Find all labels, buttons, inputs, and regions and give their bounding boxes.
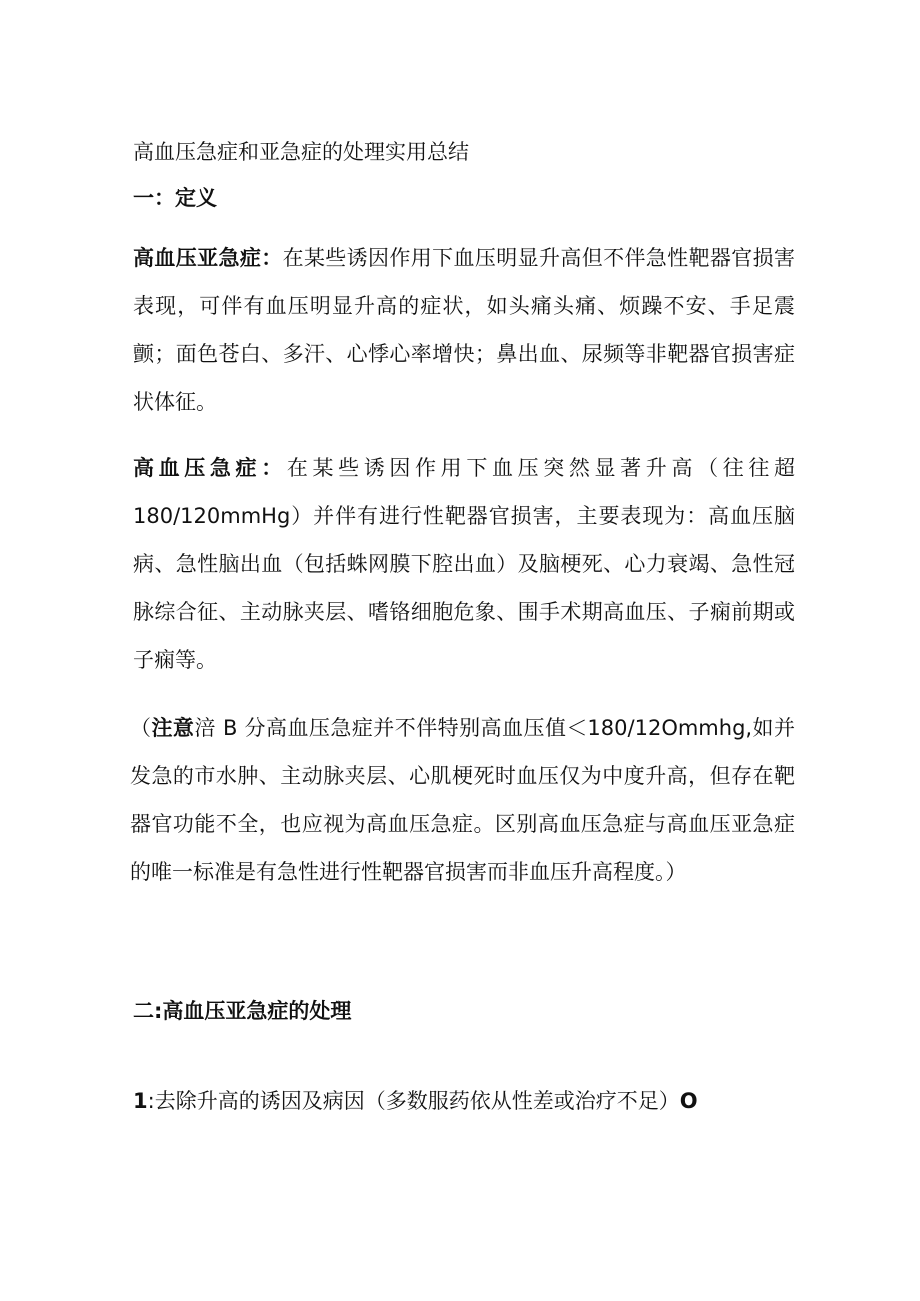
paragraph-acute-definition [133, 444, 795, 684]
list-item-1 [133, 1077, 795, 1125]
note-term: 注意 [151, 716, 195, 740]
term-acute: 高血压急症： [133, 456, 287, 480]
term-subacute: 高血压亚急症： [133, 246, 283, 270]
document-title: 高血压急症和亚急症的处理实用总结 [133, 140, 469, 164]
acute-text: 在某些诱因作用下血压突然显著升高（往往超180/120mmHg）并伴有进行性靶器官损害，主要表现为：高血压脑病、急性脑出血（包括蛛网膜下腔出血）及脑梗死、心力衰竭、急性冠脉综合征、主动脉夹层、嗜铬细胞危象、围手术期高血压、子痫前期或子痫等。 [133, 456, 796, 672]
item-number: 1 [133, 1089, 148, 1113]
paragraph-subacute-definition [133, 234, 795, 426]
item-text: :去除升高的诱因及病因（多数服药依从性差或治疗不足） [147, 1089, 680, 1113]
section-heading-subacute-treatment: 二:高血压亚急症的处理 [133, 999, 352, 1023]
paragraph-note [130, 704, 795, 896]
subacute-text: 在某些诱因作用下血压明显升高但不伴急性靶器官损害表现，可伴有血压明显升高的症状，如头痛头痛、烦躁不安、手足震颤；面色苍白、多汗、心悸心率增快；鼻出血、尿频等非靶器官损害症状体征。 [133, 246, 796, 414]
note-text: 涪 B 分高血压急症并不伴特别高血压值＜180/12Ommhg,如并发急的市水肿、主动脉夹层、心肌梗死时血压仅为中度升高，但存在靶器官功能不全，也应视为高血压急症。区别高血压急症与高血压亚急症的唯一标准是有急性进行性靶器官损害而非血压升高程度。） [130, 716, 795, 884]
section-heading-definition: 一：定义 [133, 186, 217, 210]
item-end-mark: O [679, 1089, 698, 1113]
note-open-paren: （ [130, 716, 152, 740]
